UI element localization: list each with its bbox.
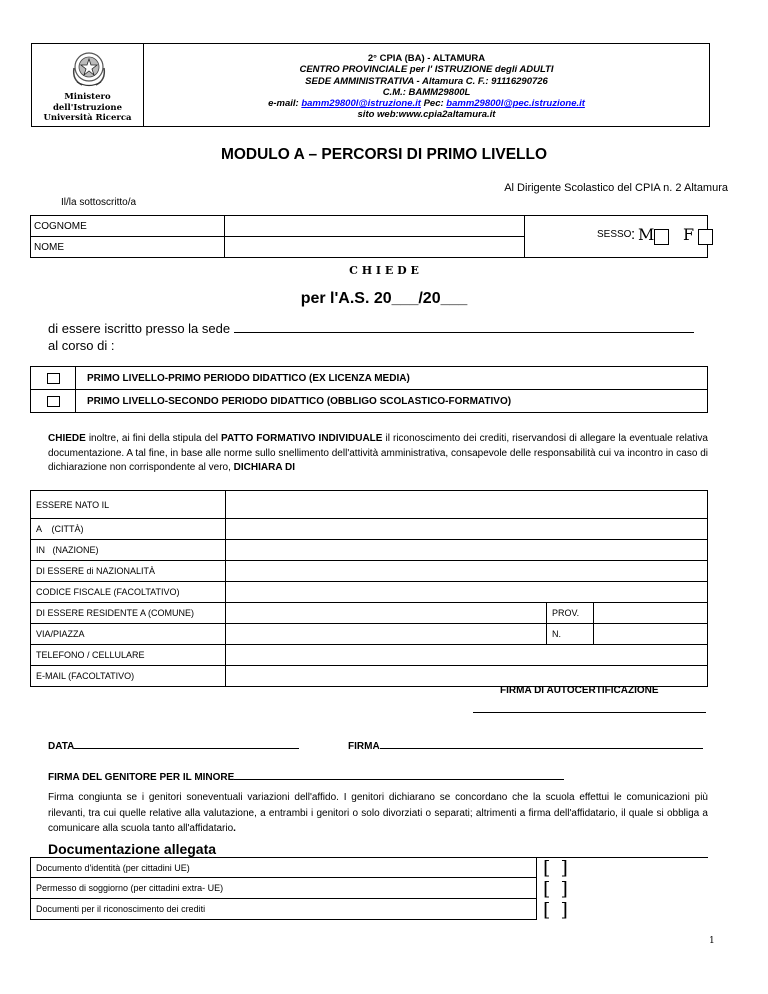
doc-checks-cell xyxy=(537,858,709,920)
sex-m-checkbox[interactable] xyxy=(654,229,669,245)
date-line xyxy=(48,739,299,752)
nome-label: NOME xyxy=(31,237,225,258)
chiede-heading: C H I E D E xyxy=(349,264,419,277)
parent-signature-field[interactable] xyxy=(234,770,564,780)
docs-table xyxy=(30,857,708,920)
autocert-signature-line[interactable] xyxy=(473,712,706,713)
birth-date-label: ESSERE NATO IL xyxy=(31,491,226,519)
doc-1-check[interactable]: [ ] xyxy=(543,857,570,879)
course-1-label: PRIMO LIVELLO-PRIMO PERIODO DIDATTICO (EX LICENZA MEDIA) xyxy=(76,367,708,390)
parents-paragraph: Firma congiunta se i genitori soneventuali variazioni dell'affido. I genitori dichiarano se concordano che la scuola effettui le comunicazioni più rilevanti, tra cui quelle relative alla valutazione, a entrambi i genitori o solo divorziati o separati; altrimenti a firma dell'affidatario, il quale si obbliga a comunicare alla scuola tanto all'affidatario. xyxy=(48,792,708,834)
cognome-field[interactable] xyxy=(225,216,525,237)
ministry-line-3: Università Ricerca xyxy=(43,113,132,123)
school-info xyxy=(144,44,709,126)
addressee: Al Dirigente Scolastico del CPIA n. 2 Altamura xyxy=(504,182,728,194)
school-year-line: per l'A.S. 20___/20___ xyxy=(300,290,468,307)
date-label: DATA xyxy=(48,741,75,752)
course-2-checkbox-cell[interactable] xyxy=(31,390,76,413)
pec-link[interactable]: bamm29800l@pec.istruzione.it xyxy=(446,98,585,110)
course-label: al corso di xyxy=(48,338,108,353)
credits-paragraph: CHIEDE inoltre, ai fini della stipula del PATTO FORMATIVO INDIVIDUALE il riconoscimento dei crediti, riservandosi di allegare la eventuale relativa documentazione. A tal fine, in base alle norme sullo snellimento dell'attività amministrativa, consapevole delle responsabilità cui va incontro in caso di dichiarazione non corrispondente al vero, DICHIARA DI xyxy=(48,433,708,473)
doc-2-label: Permesso di soggiorno (per cittadini extra- UE) xyxy=(31,878,537,899)
course-1-checkbox[interactable] xyxy=(47,373,60,384)
pec-label: Pec: xyxy=(423,98,444,110)
nationality-label: DI ESSERE di NAZIONALITÀ xyxy=(31,561,226,582)
docs-title: Documentazione allegata xyxy=(48,841,217,857)
email-label: e-mail: xyxy=(268,98,299,110)
personal-data-table xyxy=(30,490,708,687)
doc-3-label: Documenti per il riconoscimento dei crediti xyxy=(31,899,537,920)
autocert-label: FIRMA DI AUTOCERTIFICAZIONE xyxy=(500,685,659,696)
birth-country-field[interactable] xyxy=(226,540,708,561)
parent-signature-label: FIRMA DEL GENITORE PER IL MINORE xyxy=(48,772,235,783)
phone-field[interactable] xyxy=(226,645,708,666)
website: sito web:www.cpia2altamura.it xyxy=(357,109,496,121)
sede-field[interactable] xyxy=(234,320,694,333)
date-field[interactable] xyxy=(74,739,299,749)
nome-field[interactable] xyxy=(225,237,525,258)
residence-label: DI ESSERE RESIDENTE A (COMUNE) xyxy=(31,603,226,624)
ministry-block xyxy=(32,44,144,126)
school-line-4: C.M.: BAMM29800L xyxy=(382,86,471,98)
parent-signature-line xyxy=(48,770,564,783)
letterhead xyxy=(31,43,710,127)
doc-1-label: Documento d'identità (per cittadini UE) xyxy=(31,858,537,878)
course-2-checkbox[interactable] xyxy=(47,396,60,407)
identity-table xyxy=(30,215,708,258)
sex-cell: SESSO : M F xyxy=(525,216,708,258)
sex-label: SESSO xyxy=(597,229,632,240)
tax-code-label: CODICE FISCALE (FACOLTATIVO) xyxy=(31,582,226,603)
phone-label: TELEFONO / CELLULARE xyxy=(31,645,226,666)
residence-field[interactable] xyxy=(226,603,547,624)
birth-city-field[interactable] xyxy=(226,519,708,540)
signature-field[interactable] xyxy=(380,739,703,749)
ministry-line-2: dell'Istruzione xyxy=(52,102,123,113)
school-name: 2° CPIA (BA) - ALTAMURA xyxy=(367,53,486,64)
sex-f-checkbox[interactable] xyxy=(698,229,713,245)
email-link[interactable]: bamm29800l@istruzione.it xyxy=(301,98,421,110)
doc-2-check[interactable]: [ ] xyxy=(543,878,570,900)
signature-line xyxy=(348,739,703,752)
street-field[interactable] xyxy=(226,624,547,645)
street-label: VIA/PIAZZA xyxy=(31,624,226,645)
school-line-2: CENTRO PROVINCIALE per l' ISTRUZIONE degli ADULTI xyxy=(299,64,554,76)
ministry-line-1: Ministero xyxy=(64,92,111,102)
enroll-label: di essere iscritto presso la sede xyxy=(48,321,231,336)
school-contacts xyxy=(144,98,709,109)
tax-code-field[interactable] xyxy=(226,582,708,603)
italian-republic-emblem-icon xyxy=(68,48,110,90)
course-table xyxy=(30,366,708,413)
birth-city-label: A (CITTÀ) xyxy=(31,519,226,540)
enroll-line xyxy=(48,320,694,336)
email-input-field[interactable] xyxy=(226,666,708,687)
sex-f-label: F xyxy=(683,225,695,244)
street-number-field[interactable] xyxy=(594,624,708,645)
course-label-line: al corso di : xyxy=(48,338,115,353)
birth-country-label: IN (NAZIONE) xyxy=(31,540,226,561)
province-label: PROV. xyxy=(547,603,594,624)
email-field-label: E-MAIL (FACOLTATIVO) xyxy=(31,666,226,687)
signature-label: FIRMA xyxy=(348,741,380,752)
sex-m-label: M xyxy=(638,225,655,244)
nationality-field[interactable] xyxy=(226,561,708,582)
cognome-label: COGNOME xyxy=(31,216,225,237)
undersigned-label: Il/la sottoscritto/a xyxy=(61,197,137,208)
province-field[interactable] xyxy=(594,603,708,624)
course-1-checkbox-cell[interactable] xyxy=(31,367,76,390)
form-title: MODULO A – PERCORSI DI PRIMO LIVELLO xyxy=(220,146,548,163)
birth-date-field[interactable] xyxy=(226,491,708,519)
page-number: 1 xyxy=(709,936,715,946)
street-number-label: N. xyxy=(547,624,594,645)
school-line-3: SEDE AMMINISTRATIVA - Altamura C. F.: 91116290726 xyxy=(305,75,548,87)
doc-3-check[interactable]: [ ] xyxy=(543,899,570,921)
course-2-label: PRIMO LIVELLO-SECONDO PERIODO DIDATTICO (OBBLIGO SCOLASTICO-FORMATIVO) xyxy=(76,390,708,413)
